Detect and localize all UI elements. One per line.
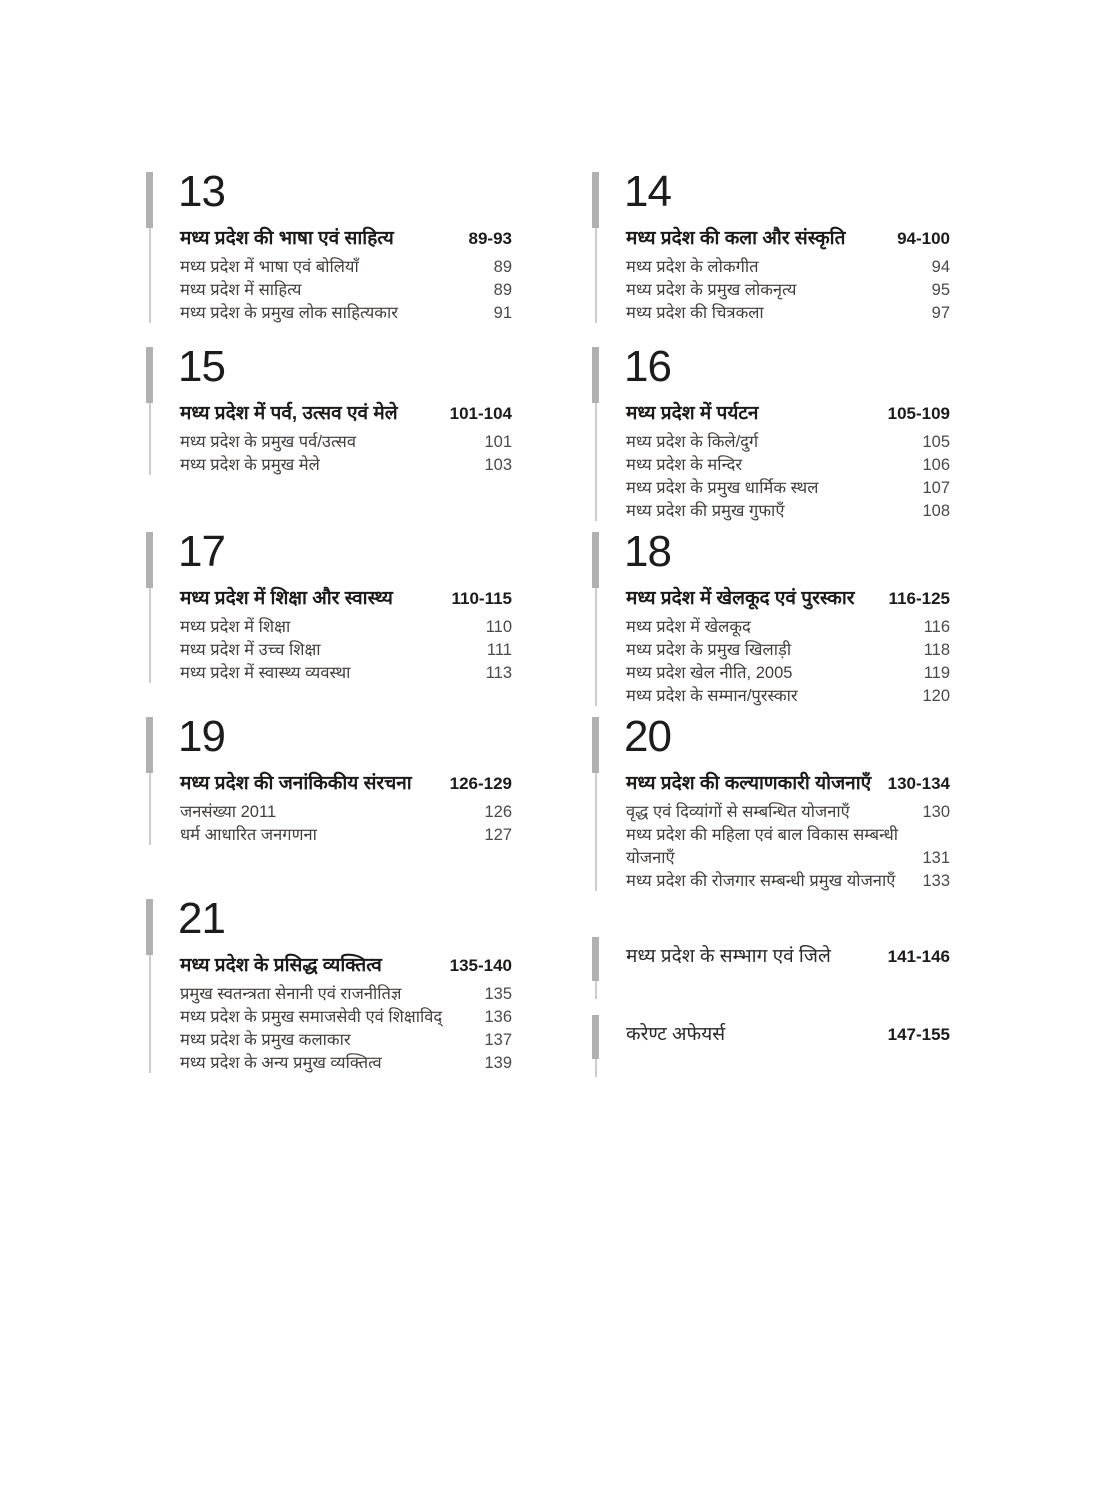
section-accent-bar (592, 170, 600, 325)
toc-item-label: मध्य प्रदेश के प्रमुख कलाकार (180, 1031, 351, 1049)
toc-item-page: 126 (484, 803, 512, 821)
chapter-title: मध्य प्रदेश में पर्व, उत्सव एवं मेले (180, 403, 398, 424)
chapter-number: 17 (178, 527, 225, 576)
toc-item-label: धर्म आधारित जनगणना (180, 826, 317, 844)
chapter-title-row (180, 586, 512, 611)
toc-item-page: 136 (484, 1008, 512, 1026)
toc-item (180, 1006, 512, 1029)
toc-item-page: 116 (923, 618, 950, 636)
section-accent-bar (592, 715, 600, 893)
toc-item (180, 824, 512, 847)
chapter-title-row (180, 401, 512, 426)
toc-item (180, 431, 512, 454)
section-title-row (626, 935, 950, 969)
toc-item-label: मध्य प्रदेश में साहित्य (180, 281, 302, 299)
toc-item-label: मध्य प्रदेश के लोकगीत (626, 258, 759, 276)
toc-item-label: मध्य प्रदेश के प्रमुख मेले (180, 456, 320, 474)
chapter-page-range: 130-134 (887, 774, 950, 793)
chapter-number: 15 (178, 342, 225, 391)
toc-item-page: 137 (484, 1031, 512, 1049)
toc-item-label: मध्य प्रदेश के प्रमुख खिलाड़ी (626, 641, 792, 659)
toc-item-label: मध्य प्रदेश में भाषा एवं बोलियाँ (180, 258, 359, 276)
section-accent-bar (592, 530, 600, 708)
toc-item-page: 118 (923, 641, 950, 659)
toc-item (626, 454, 950, 477)
chapter-section-20 (592, 712, 950, 893)
toc-item-label: मध्य प्रदेश के मन्दिर (626, 456, 743, 474)
chapter-title-row (626, 226, 950, 251)
chapter-section-21 (146, 894, 512, 1075)
toc-item (626, 801, 950, 824)
section-page-range: 147-155 (887, 1025, 950, 1044)
toc-item-label: मध्य प्रदेश में स्वास्थ्य व्यवस्था (180, 664, 351, 682)
toc-item (626, 500, 950, 523)
toc-item (180, 1029, 512, 1052)
chapter-number: 14 (624, 167, 671, 216)
toc-item (180, 256, 512, 279)
chapter-page-range: 105-109 (887, 404, 950, 423)
chapter-number: 19 (178, 712, 225, 761)
toc-item (180, 302, 512, 325)
bar-thick (146, 717, 153, 773)
toc-item-page: 94 (931, 258, 950, 276)
toc-item-page: 105 (922, 433, 950, 451)
section-accent-bar (146, 715, 154, 847)
toc-item (180, 616, 512, 639)
bar-thin (595, 403, 597, 521)
toc-item-label: मध्य प्रदेश के प्रमुख समाजसेवी एवं शिक्षाविद् (180, 1008, 443, 1026)
toc-item-label: मध्य प्रदेश में उच्च शिक्षा (180, 641, 321, 659)
toc-item-page: 131 (922, 849, 950, 867)
chapter-page-range: 94-100 (897, 229, 950, 248)
toc-item (626, 639, 950, 662)
chapter-title: मध्य प्रदेश की कल्याणकारी योजनाएँ (626, 773, 872, 794)
chapter-title: मध्य प्रदेश की भाषा एवं साहित्य (180, 228, 394, 249)
bar-thick (592, 172, 599, 228)
toc-item-label: मध्य प्रदेश के प्रमुख लोकनृत्य (626, 281, 797, 299)
chapter-page-range: 126-129 (449, 774, 512, 793)
chapter-title-row (180, 953, 512, 978)
toc-item (626, 302, 950, 325)
bar-thin (595, 588, 597, 706)
bar-thin (595, 228, 597, 323)
bar-thin (149, 588, 151, 683)
toc-item (180, 454, 512, 477)
toc-item-label: मध्य प्रदेश के प्रमुख धार्मिक स्थल (626, 479, 819, 497)
toc-item-label: मध्य प्रदेश में शिक्षा (180, 618, 291, 636)
bar-thin (595, 773, 597, 891)
chapter-number: 18 (624, 527, 671, 576)
bar-thin (595, 1059, 597, 1077)
toc-item-label: मध्य प्रदेश खेल नीति, 2005 (626, 664, 793, 682)
toc-item (626, 616, 950, 639)
section-accent-bar (592, 935, 600, 1001)
section-accent-bar (146, 170, 154, 325)
toc-item (180, 279, 512, 302)
toc-item-label: मध्य प्रदेश में खेलकूद (626, 618, 751, 636)
toc-item-page: 89 (493, 258, 512, 276)
toc-item-page: 89 (493, 281, 512, 299)
bar-thick (592, 937, 599, 981)
toc-item (626, 870, 950, 893)
chapter-section-13 (146, 167, 512, 325)
toc-item (626, 685, 950, 708)
chapter-title: मध्य प्रदेश की जनांकिकीय संरचना (180, 773, 412, 794)
chapter-page-range: 89-93 (468, 229, 512, 248)
section-title: मध्य प्रदेश के सम्भाग एवं जिले (626, 946, 831, 967)
toc-item (626, 662, 950, 685)
bar-thick (146, 172, 153, 228)
chapter-title-row (626, 771, 950, 796)
chapter-title: मध्य प्रदेश में खेलकूद एवं पुरस्कार (626, 588, 855, 609)
toc-item-page: 91 (493, 304, 512, 322)
toc-item-label: मध्य प्रदेश की प्रमुख गुफाएँ (626, 502, 785, 520)
toc-item-label: प्रमुख स्वतन्त्रता सेनानी एवं राजनीतिज्ञ (180, 985, 402, 1003)
chapter-number: 21 (178, 894, 225, 943)
chapter-title-row (180, 771, 512, 796)
chapter-number: 13 (178, 167, 225, 216)
toc-item (626, 824, 950, 870)
toc-item (180, 983, 512, 1006)
toc-item-page: 110 (485, 618, 512, 636)
chapter-number: 16 (624, 342, 671, 391)
toc-item-label: मध्य प्रदेश के सम्मान/पुरस्कार (626, 687, 798, 705)
bar-thin (149, 228, 151, 323)
toc-item-label: मध्य प्रदेश के प्रमुख पर्व/उत्सव (180, 433, 356, 451)
toc-item-page: 103 (484, 456, 512, 474)
toc-item-page: 111 (486, 641, 512, 659)
toc-item-page: 108 (922, 502, 950, 520)
bar-thin (149, 403, 151, 475)
bar-thick (146, 532, 153, 588)
chapter-title: मध्य प्रदेश में पर्यटन (626, 403, 759, 424)
toc-item-label: मध्य प्रदेश के प्रमुख लोक साहित्यकार (180, 304, 399, 322)
bar-thin (149, 955, 151, 1073)
bar-thick (592, 532, 599, 588)
toc-item (180, 801, 512, 824)
bar-thick (146, 899, 153, 955)
toc-item (626, 256, 950, 279)
section-accent-bar (592, 1013, 600, 1079)
section-accent-bar (592, 345, 600, 523)
chapter-section-14 (592, 167, 950, 325)
chapter-page-range: 101-104 (449, 404, 512, 423)
section-accent-bar (146, 530, 154, 685)
toc-item-page: 97 (931, 304, 950, 322)
chapter-section-16 (592, 342, 950, 523)
toc-item-page: 107 (922, 479, 950, 497)
chapter-section-19 (146, 712, 512, 847)
chapter-title: मध्य प्रदेश में शिक्षा और स्वास्थ्य (180, 588, 393, 609)
bar-thick (592, 1015, 599, 1059)
section-page-range: 141-146 (887, 947, 950, 966)
toc-item-label: वृद्ध एवं दिव्यांगों से सम्बन्धित योजनाएँ (626, 803, 850, 821)
chapter-title: मध्य प्रदेश के प्रसिद्ध व्यक्तित्व (180, 955, 382, 976)
toc-item-label: जनसंख्या 2011 (180, 803, 277, 821)
chapter-title-row (626, 586, 950, 611)
toc-item-page: 120 (922, 687, 950, 705)
chapter-page-range: 110-115 (451, 589, 512, 608)
toc-item (626, 279, 950, 302)
chapter-section-17 (146, 527, 512, 685)
toc-item (626, 431, 950, 454)
chapter-section-15 (146, 342, 512, 477)
section-title-row (626, 1013, 950, 1047)
section-current-affairs (592, 1013, 950, 1079)
chapter-page-range: 135-140 (449, 956, 512, 975)
section-accent-bar (146, 345, 154, 477)
chapter-number: 20 (624, 712, 671, 761)
toc-item (180, 1052, 512, 1075)
toc-item-page: 127 (484, 826, 512, 844)
chapter-page-range: 116-125 (888, 589, 950, 608)
section-title: करेण्ट अफेयर्स (626, 1024, 726, 1045)
chapter-section-18 (592, 527, 950, 708)
section-sambhag-jile (592, 935, 950, 1001)
chapter-title-row (180, 226, 512, 251)
bar-thin (149, 773, 151, 845)
toc-item-page: 130 (922, 803, 950, 821)
toc-item-label: मध्य प्रदेश के अन्य प्रमुख व्यक्तित्व (180, 1054, 382, 1072)
section-accent-bar (146, 897, 154, 1075)
toc-item-page: 119 (923, 664, 950, 682)
toc-item-page: 106 (922, 456, 950, 474)
toc-item-page: 101 (484, 433, 512, 451)
toc-item-label: मध्य प्रदेश की महिला एवं बाल विकास सम्बन्धी योजनाएँ (626, 826, 899, 867)
bar-thin (595, 981, 597, 999)
toc-item (626, 477, 950, 500)
toc-item-label: मध्य प्रदेश की रोजगार सम्बन्धी प्रमुख योजनाएँ (626, 872, 896, 890)
toc-item-page: 95 (931, 281, 950, 299)
bar-thick (592, 347, 599, 403)
toc-item (180, 639, 512, 662)
chapter-title: मध्य प्रदेश की कला और संस्कृति (626, 228, 846, 249)
chapter-title-row (626, 401, 950, 426)
bar-thick (592, 717, 599, 773)
toc-item-page: 113 (485, 664, 512, 682)
toc-item-label: मध्य प्रदेश के किले/दुर्ग (626, 433, 759, 451)
bar-thick (146, 347, 153, 403)
toc-item-page: 133 (922, 872, 950, 890)
toc-item-label: मध्य प्रदेश की चित्रकला (626, 304, 764, 322)
toc-item-page: 139 (484, 1054, 512, 1072)
toc-item (180, 662, 512, 685)
toc-item-page: 135 (484, 985, 512, 1003)
